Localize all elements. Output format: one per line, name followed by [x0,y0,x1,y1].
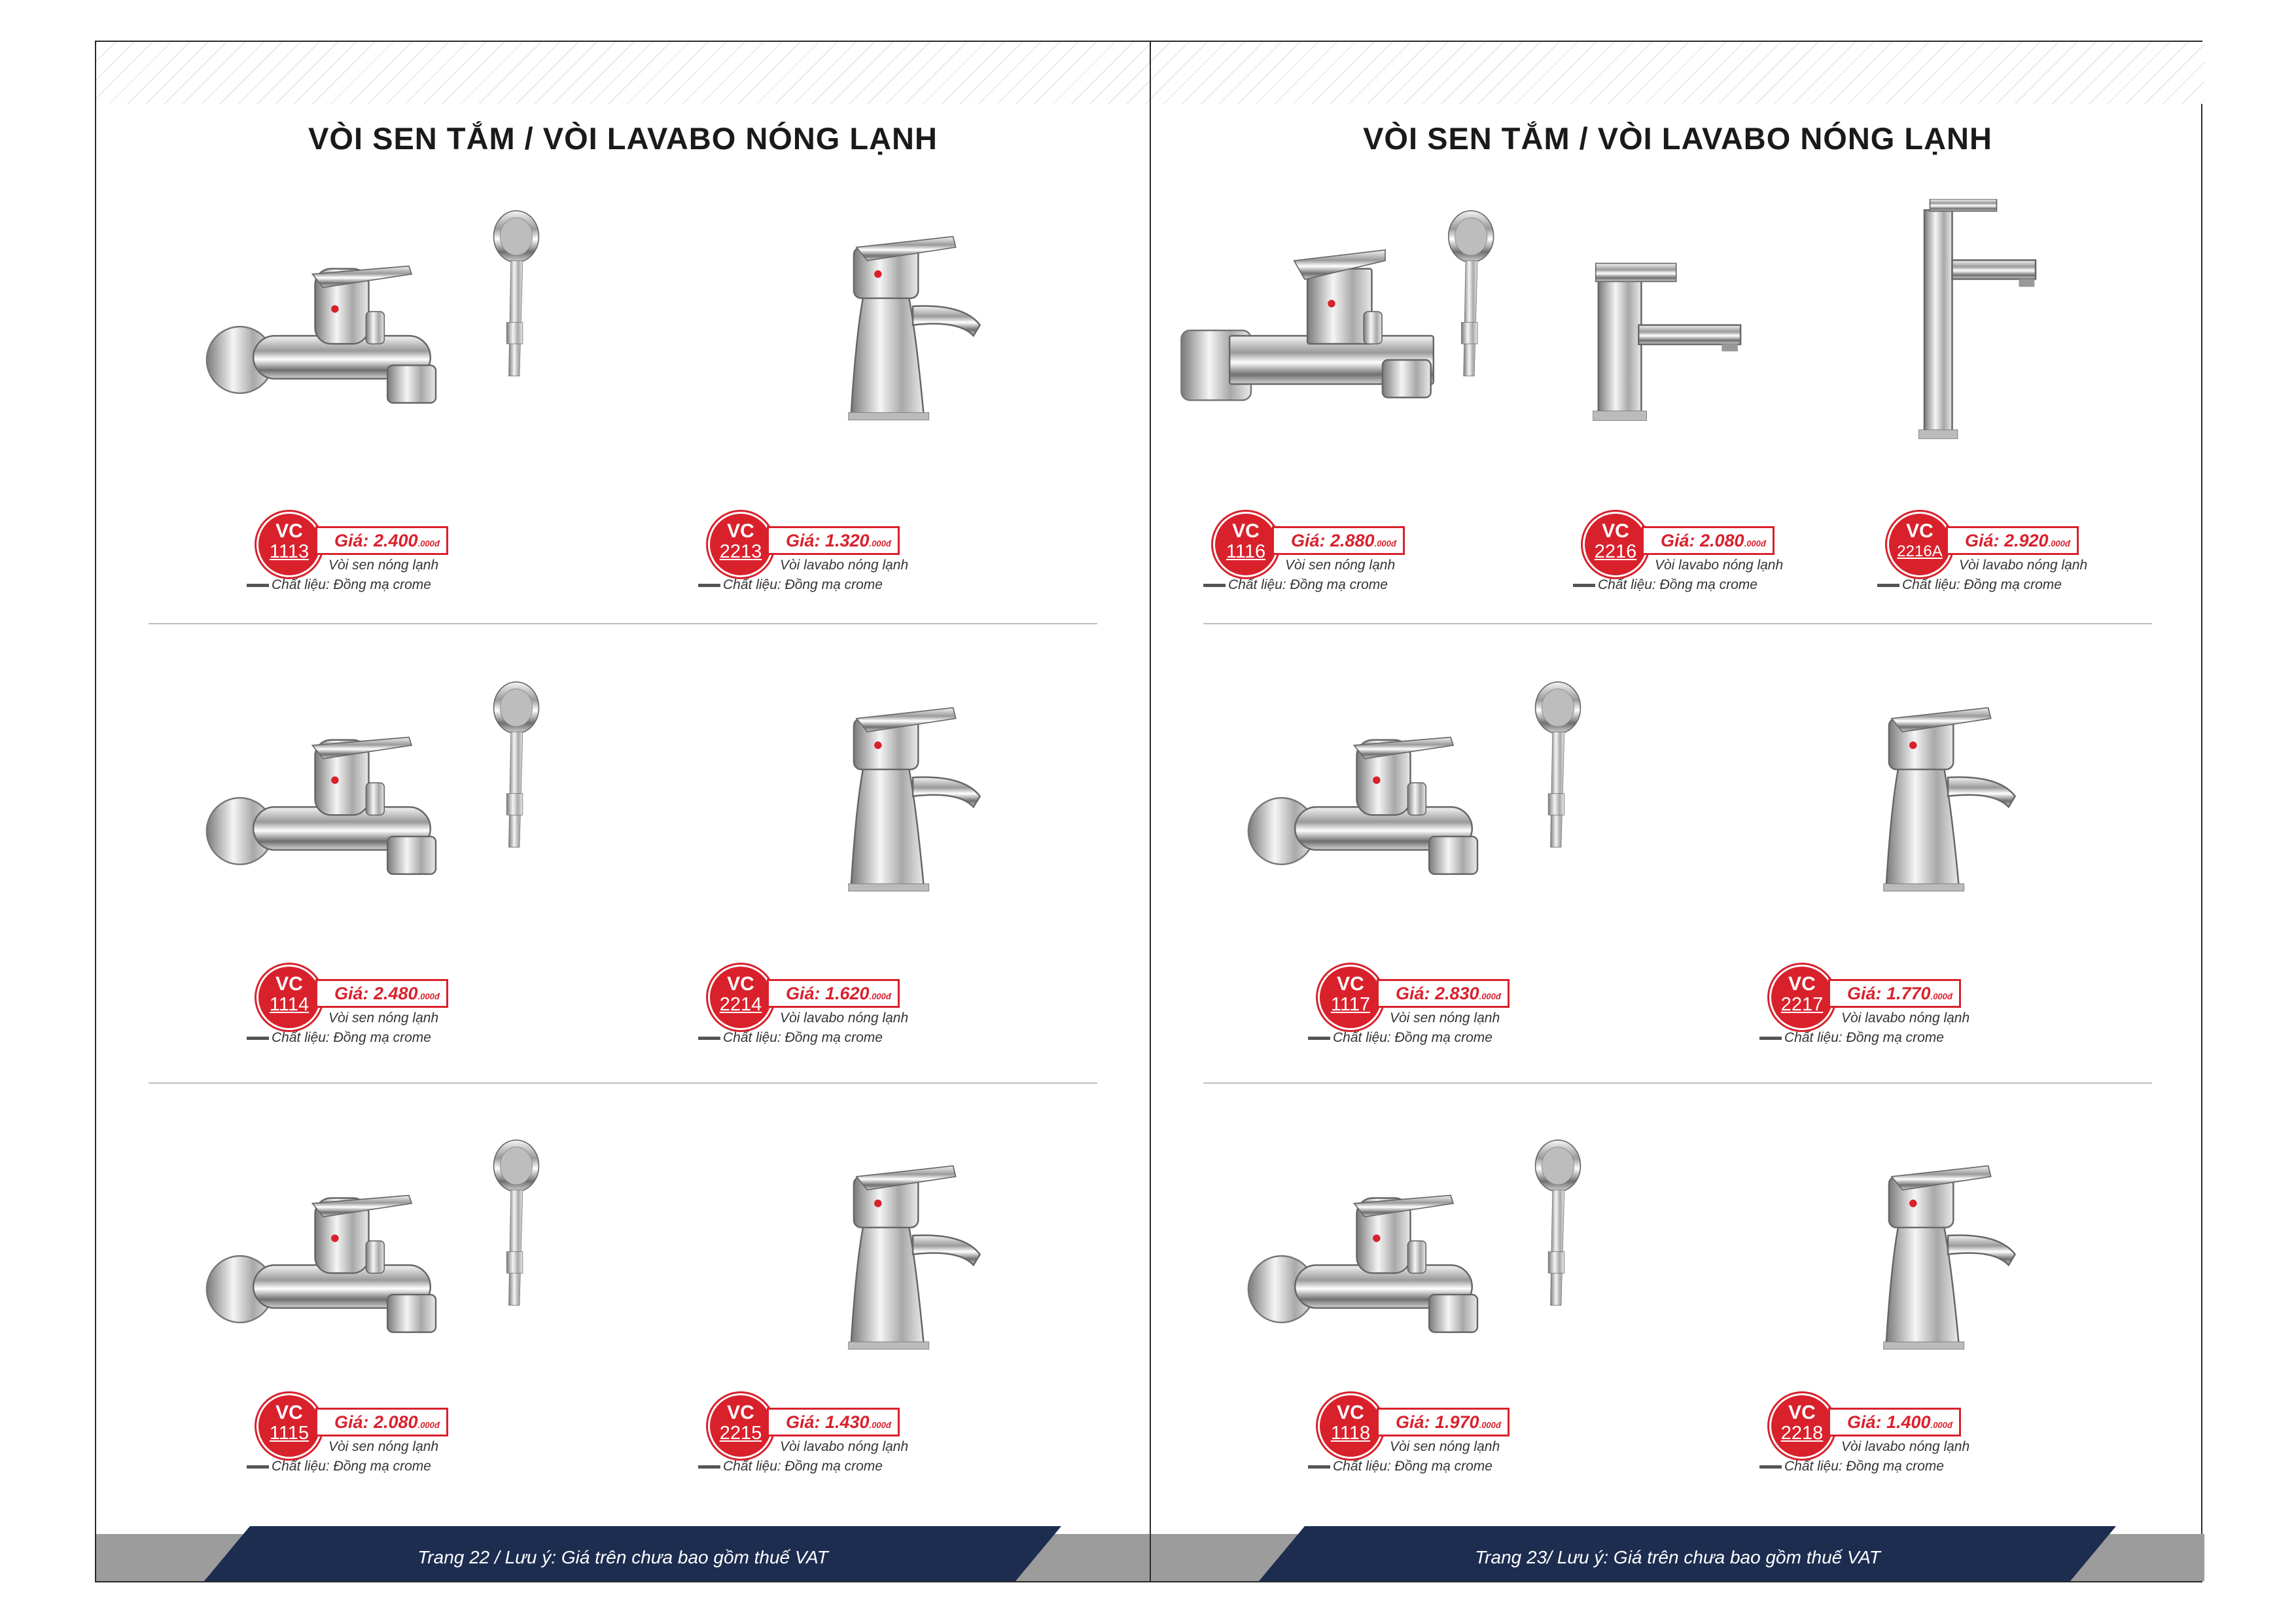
price-value: Giá: 2.920 [1965,531,2049,550]
material-text: Chất liệu: Đồng mạ crome [1598,577,1757,592]
header-hatch [96,42,1150,104]
header-hatch [1151,42,2204,104]
product-material [247,577,431,593]
basin-faucet-image [1858,199,2204,458]
product-material [698,577,883,593]
product-code-badge [1769,1393,1835,1459]
price-unit: .000đ [1930,991,1952,1001]
product-code: 2218 [1780,1423,1824,1444]
product-material [247,1030,431,1046]
product-code-badge [708,1393,773,1459]
catalog-page-22 [96,42,1150,1581]
shower-faucet-image [1236,670,1612,920]
badge-vc-label: VC [727,1402,754,1423]
page-title: VÒI SEN TẮM / VÒI LAVABO NÓNG LẠNH [308,121,938,156]
price-value: Giá: 2.080 [1661,531,1744,550]
price-value: Giá: 2.400 [334,531,418,550]
price-unit: .000đ [1479,1420,1501,1430]
basin-faucet-image [803,1128,1150,1378]
product-code-badge [708,965,773,1030]
badge-vc-label: VC [1232,520,1260,542]
material-text: Chất liệu: Đồng mạ crome [1784,1459,1944,1474]
basin-faucet-image [1838,1128,2204,1378]
material-text: Chất liệu: Đồng mạ crome [1902,577,2062,592]
price-box [767,526,900,555]
shower-faucet-image [194,1128,570,1378]
material-text: Chất liệu: Đồng mạ crome [1228,577,1388,592]
basin-faucet-image [803,670,1150,920]
product-description: Vòi lavabo nóng lạnh [780,1439,909,1454]
material-text: Chất liệu: Đồng mạ crome [1333,1030,1492,1045]
price-unit: .000đ [1930,1420,1952,1430]
price-unit: .000đ [1744,539,1766,548]
product-description: Vòi lavabo nóng lạnh [1841,1010,1970,1026]
price-value: Giá: 2.480 [334,984,418,1003]
product-code: 2213 [719,541,762,562]
badge-vc-label: VC [727,973,754,995]
material-dash-icon [1308,1465,1330,1469]
price-box [767,979,900,1008]
material-dash-icon [1573,584,1595,587]
price-value: Giá: 2.880 [1291,531,1375,550]
product-code: 1114 [269,994,309,1015]
price-unit: .000đ [869,539,891,548]
product-description: Vòi sen nóng lạnh [1285,558,1396,573]
hand-shower-icon [494,682,539,847]
hand-shower-icon [1449,211,1494,376]
price-value: Giá: 1.970 [1396,1412,1479,1432]
row-divider [149,1082,1097,1084]
material-text: Chất liệu: Đồng mạ crome [272,577,431,592]
shower-faucet-image [194,199,570,449]
row-divider [149,623,1097,624]
price-unit: .000đ [869,991,891,1001]
badge-vc-label: VC [727,520,754,542]
material-dash-icon [1759,1465,1782,1469]
price-unit: .000đ [417,991,440,1001]
footer-note: Trang 22 / Lưu ý: Giá trên chưa bao gồm thuế VAT [417,1547,828,1567]
page-title: VÒI SEN TẮM / VÒI LAVABO NÓNG LẠNH [1363,121,1992,156]
shower-faucet-image [1236,1128,1612,1378]
price-unit: .000đ [869,1420,891,1430]
product-material [1759,1030,1944,1046]
product-code: 2216 [1594,541,1637,562]
price-value: Giá: 1.620 [786,984,870,1003]
product-material [698,1030,883,1046]
price-box [767,1408,900,1436]
badge-vc-label: VC [275,520,303,542]
price-box [1828,1408,1961,1436]
hand-shower-icon [494,1140,539,1306]
price-box [1272,526,1405,555]
catalog-spread [95,41,2202,1582]
badge-vc-label: VC [1788,1402,1816,1423]
price-unit: .000đ [1479,991,1501,1001]
product-code: 1115 [269,1423,309,1444]
price-unit: .000đ [2048,539,2070,548]
product-description: Vòi sen nóng lạnh [1390,1439,1500,1454]
material-dash-icon [1759,1037,1782,1040]
material-text: Chất liệu: Đồng mạ crome [1333,1459,1492,1474]
product-code: 1118 [1330,1423,1371,1444]
price-value: Giá: 1.770 [1847,984,1931,1003]
product-material [1573,577,1757,593]
badge-vc-label: VC [1602,520,1629,542]
product-material [1308,1030,1492,1046]
material-dash-icon [1203,584,1226,587]
product-code-badge [256,512,322,577]
product-description: Vòi sen nóng lạnh [328,1010,439,1026]
material-dash-icon [698,584,720,587]
product-material [1759,1459,1944,1474]
product-description: Vòi sen nóng lạnh [328,558,439,573]
product-code-badge [256,1393,322,1459]
product-code: 2215 [719,1423,762,1444]
product-code-badge [1887,512,1952,577]
badge-vc-label: VC [275,1402,303,1423]
material-text: Chất liệu: Đồng mạ crome [272,1030,431,1045]
price-unit: .000đ [417,1420,440,1430]
product-material [698,1459,883,1474]
material-dash-icon [247,584,269,587]
price-box [315,1408,448,1436]
price-value: Giá: 1.320 [786,531,870,550]
price-box [1946,526,2079,555]
material-text: Chất liệu: Đồng mạ crome [723,1030,883,1045]
product-code-badge [1318,965,1383,1030]
shower-faucet-image [1171,199,1546,449]
material-dash-icon [247,1465,269,1469]
material-text: Chất liệu: Đồng mạ crome [723,577,883,592]
price-box [1377,979,1510,1008]
product-code: 1113 [269,541,309,562]
product-description: Vòi sen nóng lạnh [328,1439,439,1454]
material-dash-icon [1877,584,1899,587]
material-text: Chất liệu: Đồng mạ crome [723,1459,883,1474]
basin-faucet-image [1838,670,2204,920]
row-divider [1203,1082,2152,1084]
badge-vc-label: VC [1337,973,1364,995]
price-box [1828,979,1961,1008]
footer-note: Trang 23/ Lưu ý: Giá trên chưa bao gồm thuế VAT [1475,1547,1881,1567]
product-material [1308,1459,1492,1474]
price-value: Giá: 1.400 [1847,1412,1931,1432]
product-code-badge [708,512,773,577]
product-material [247,1459,431,1474]
product-code: 2216A [1897,543,1943,560]
product-code-badge [1583,512,1648,577]
product-code-badge [1318,1393,1383,1459]
product-description: Vòi lavabo nóng lạnh [780,1010,909,1026]
product-description: Vòi sen nóng lạnh [1390,1010,1500,1026]
product-description: Vòi lavabo nóng lạnh [1841,1439,1970,1454]
product-material [1877,577,2062,593]
product-material [1203,577,1388,593]
price-value: Giá: 2.080 [334,1412,418,1432]
basin-faucet-image [803,199,1150,449]
material-dash-icon [247,1037,269,1040]
price-value: Giá: 1.430 [786,1412,870,1432]
product-description: Vòi lavabo nóng lạnh [1655,558,1784,573]
price-value: Giá: 2.830 [1396,984,1479,1003]
hand-shower-icon [1536,682,1581,847]
badge-vc-label: VC [275,973,303,995]
product-code: 2217 [1780,994,1824,1015]
material-dash-icon [698,1465,720,1469]
badge-vc-label: VC [1906,520,1934,542]
badge-vc-label: VC [1337,1402,1364,1423]
shower-faucet-image [194,670,570,920]
hand-shower-icon [494,211,539,376]
product-code: 1116 [1226,541,1266,562]
product-code: 2214 [719,994,762,1015]
product-code-badge [1769,965,1835,1030]
product-description: Vòi lavabo nóng lạnh [1959,558,2088,573]
product-code-badge [256,965,322,1030]
material-text: Chất liệu: Đồng mạ crome [1784,1030,1944,1045]
product-code: 1117 [1330,994,1371,1015]
product-description: Vòi lavabo nóng lạnh [780,558,909,573]
material-dash-icon [698,1037,720,1040]
product-code-badge [1213,512,1279,577]
row-divider [1203,623,2152,624]
material-text: Chất liệu: Đồng mạ crome [272,1459,431,1474]
price-box [1642,526,1775,555]
price-unit: .000đ [1374,539,1396,548]
price-box [315,526,448,555]
badge-vc-label: VC [1788,973,1816,995]
price-box [1377,1408,1510,1436]
material-dash-icon [1308,1037,1330,1040]
hand-shower-icon [1536,1140,1581,1306]
price-unit: .000đ [417,539,440,548]
catalog-page-23 [1150,42,2204,1581]
price-box [315,979,448,1008]
